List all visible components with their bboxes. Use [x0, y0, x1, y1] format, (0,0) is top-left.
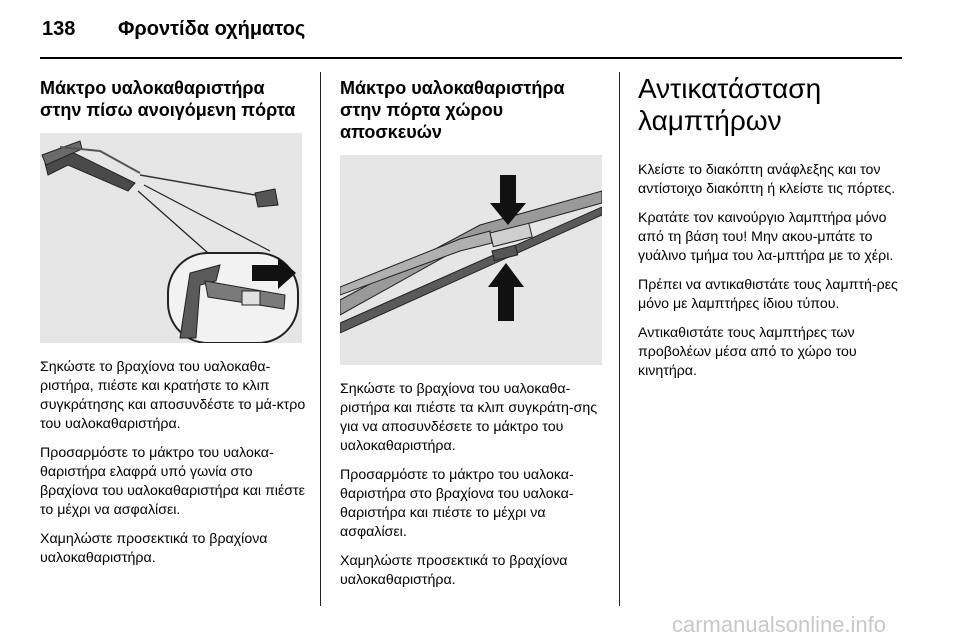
press-up-arrow-icon — [488, 263, 524, 321]
page-number: 138 — [42, 18, 76, 40]
bulb-step-1: Κλείστε το διακόπτη ανάφλεξης και τον αντίστοιχο διακόπτη ή κλείστε τις πόρτες. — [638, 162, 896, 197]
tailgate-wiper-heading: Μάκτρο υαλοκαθαριστήρα στην πόρτα χώρου αποσκευών — [340, 78, 565, 142]
rear-wiper-step-3: Χαμηλώστε προσεκτικά το βραχίονα υαλοκαθαριστήρα. — [40, 531, 268, 566]
rear-wiper-step-1: Σηκώστε το βραχίονα του υαλοκαθα-ριστήρα, πιέστε και κρατήστε το κλιπ συγκράτησης και αποσυνδέστε το μά-κτρο του υαλοκαθαριστήρα. — [40, 359, 306, 432]
bulb-replacement-heading: Αντικατάσταση λαμπτήρων — [638, 73, 822, 136]
column-divider-2 — [619, 72, 620, 606]
rear-wiper-illustration — [40, 133, 302, 343]
watermark: carmanualsonline.info — [672, 612, 887, 637]
bulb-step-2: Κρατάτε τον καινούργιο λαμπτήρα μόνο από τη βάση του! Μην ακου-μπάτε το γυάλινο τμήμα του λα-μπτήρα με το χέρι. — [638, 210, 894, 264]
tailgate-wiper-step-2: Προσαρμόστε το μάκτρο του υαλοκα-θαριστήρα στο βραχίονα του υαλοκα-θαριστήρα και πιέστε το μέχρι να ασφαλίσει. — [340, 467, 574, 540]
bulb-step-4: Αντικαθιστάτε τους λαμπτήρες των προβολέων μέσα από το χώρο του κινητήρα. — [638, 325, 857, 379]
column-tailgate-wiper — [340, 77, 606, 600]
column-bulb-replacement — [638, 73, 904, 391]
section-title: Φροντίδα οχήματος — [118, 18, 306, 40]
column-rear-wiper — [40, 77, 306, 578]
rear-wiper-heading: Μάκτρο υαλοκαθαριστήρα στην πίσω ανοιγόμενη πόρτα — [40, 78, 296, 120]
tailgate-wiper-illustration — [340, 155, 602, 365]
header-divider — [40, 57, 902, 59]
tailgate-wiper-step-3: Χαμηλώστε προσεκτικά το βραχίονα υαλοκαθαριστήρα. — [340, 553, 568, 588]
bulb-step-3: Πρέπει να αντικαθιστάτε τους λαμπτή-ρες μόνο με λαμπτήρες ίδιου τύπου. — [638, 277, 898, 312]
column-divider-1 — [320, 72, 321, 606]
rear-wiper-step-2: Προσαρμόστε το μάκτρο του υαλοκα-θαριστήρα ελαφρά υπό γωνία στο βραχίονα του υαλοκαθαριστήρα και πιέστε το μέχρι να ασφαλίσει. — [40, 445, 305, 518]
tailgate-wiper-step-1: Σηκώστε το βραχίονα του υαλοκαθα-ριστήρα και πιέστε τα κλιπ συγκράτη-σης για να αποσυνδέσετε το μάκτρο του υαλοκαθαριστήρα. — [340, 381, 598, 454]
